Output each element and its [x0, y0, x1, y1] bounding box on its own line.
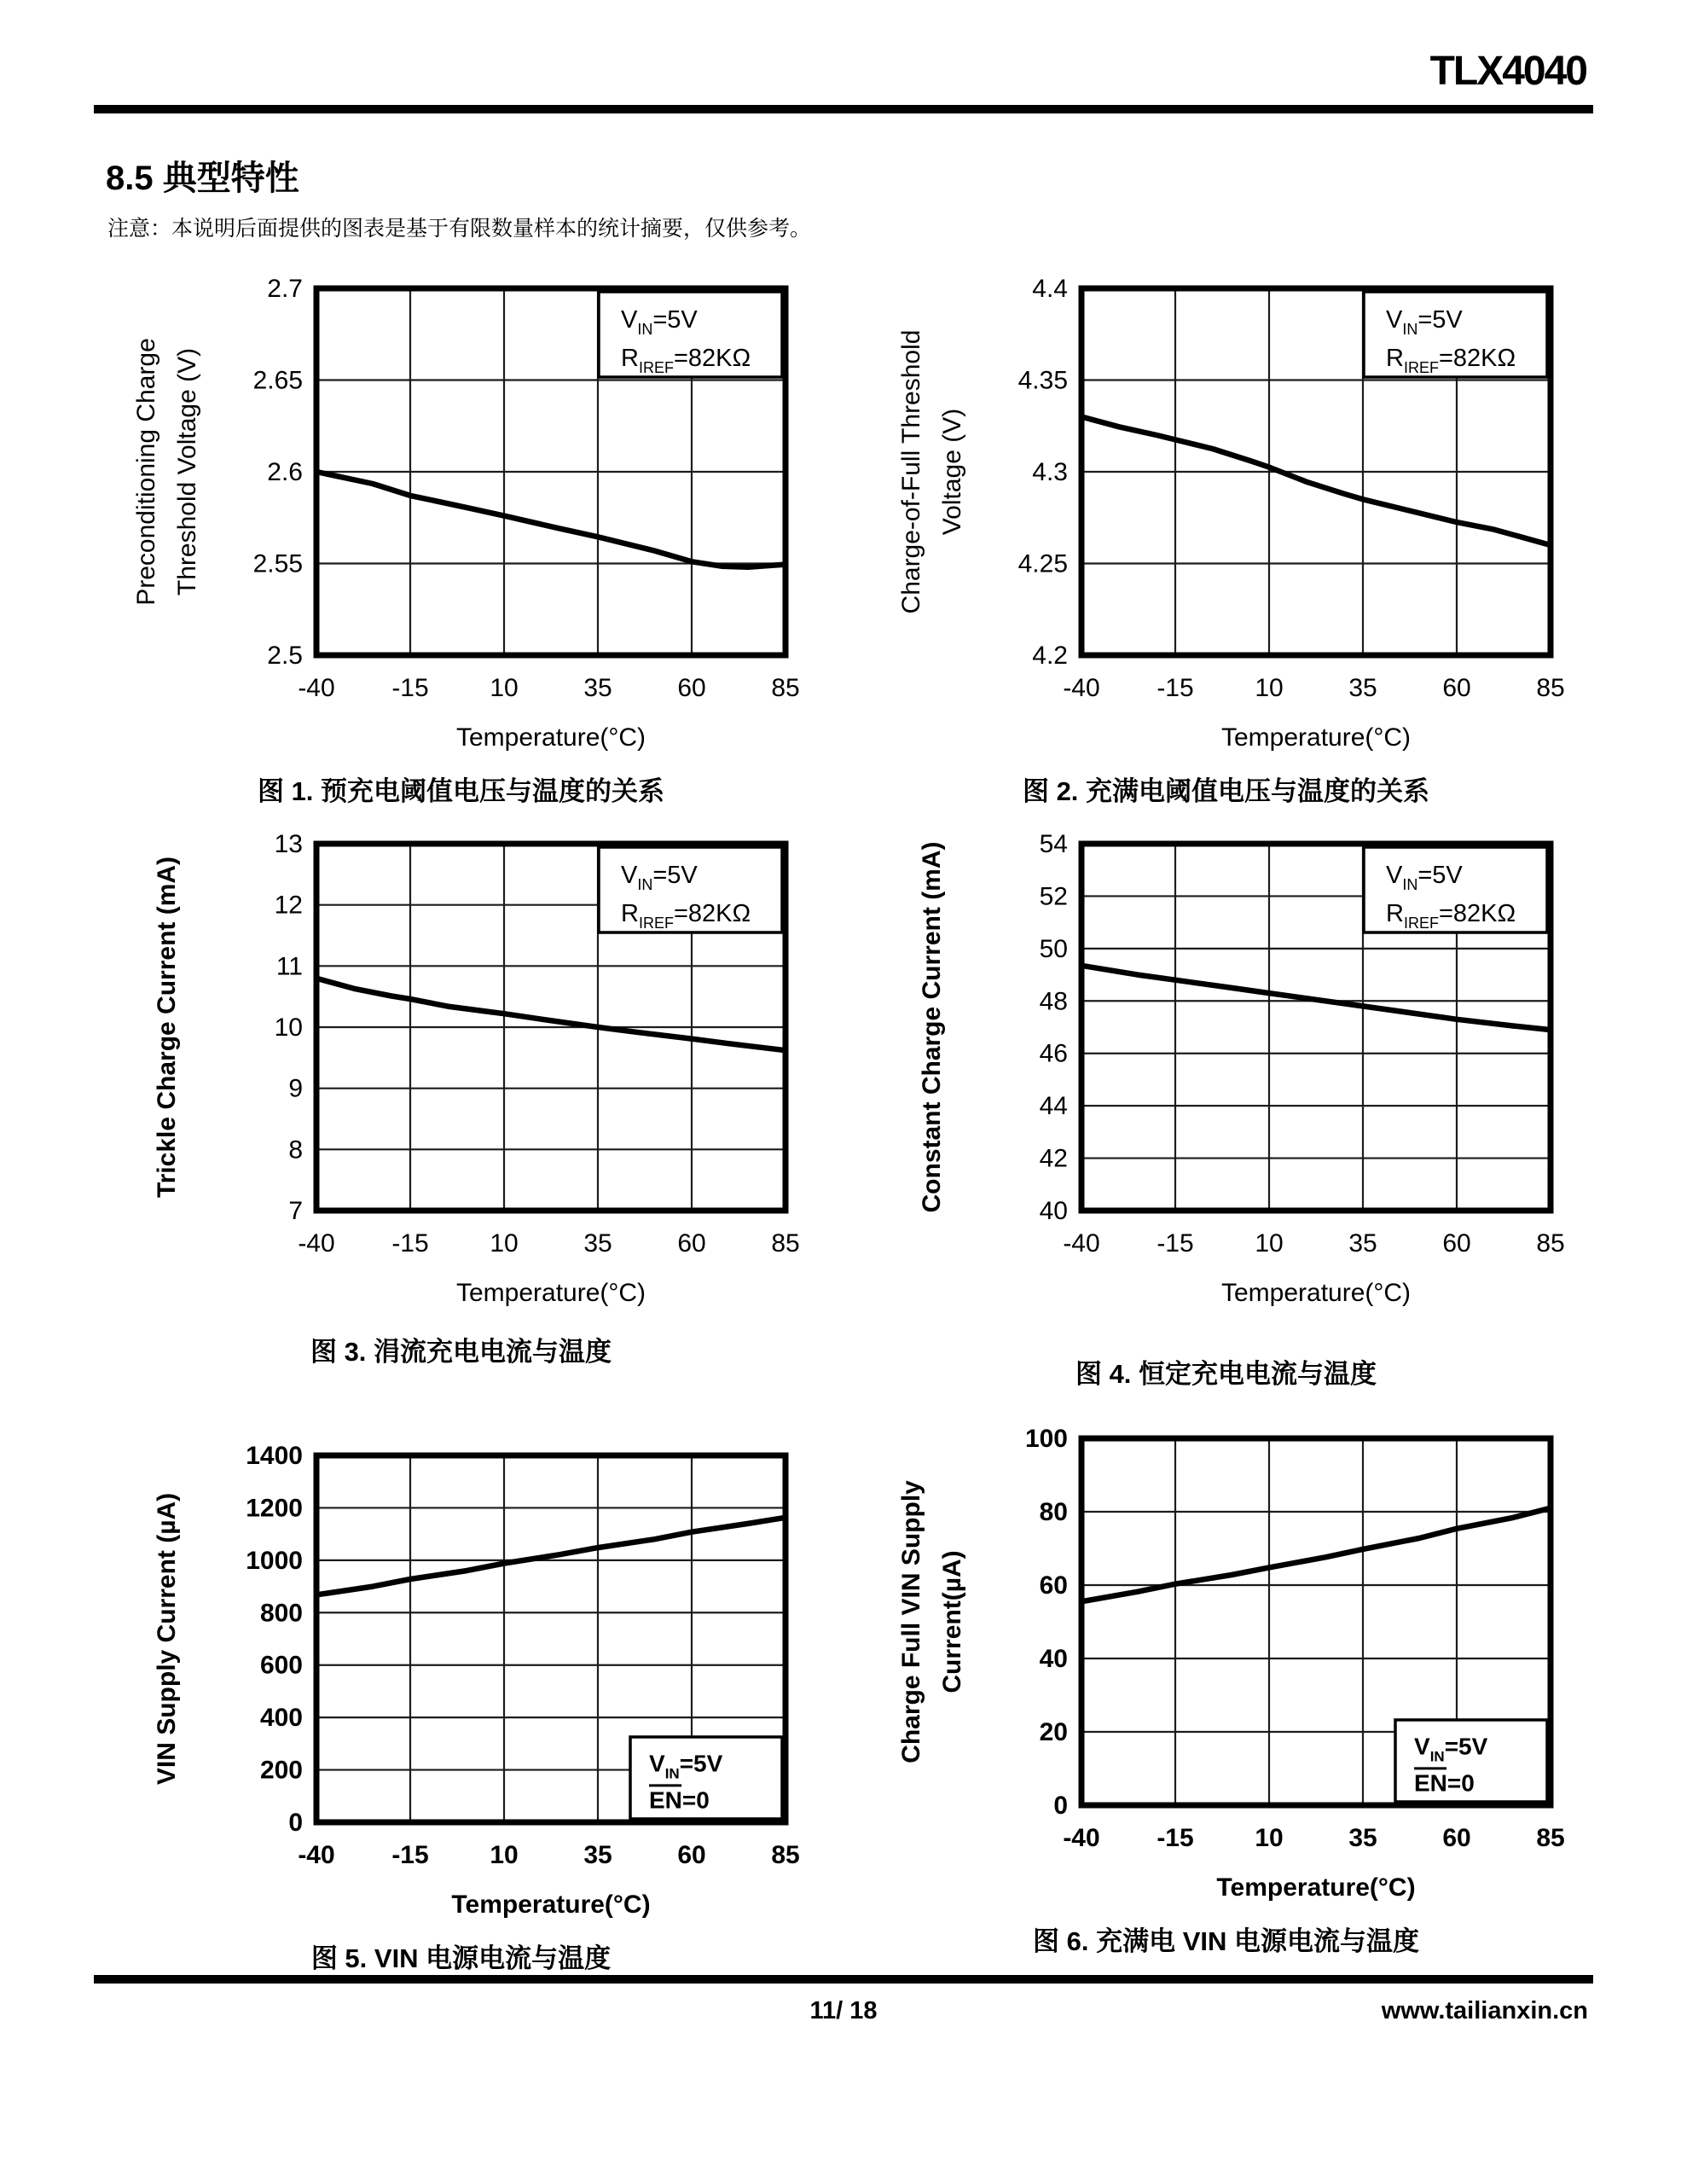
annotation-text: $V_{IN}=5V$ — [620, 862, 698, 893]
y-axis-label: Charge-of-Full Threshold — [896, 329, 925, 614]
x-tick-label: 35 — [583, 1841, 612, 1869]
y-tick-label: 4.25 — [1017, 549, 1068, 578]
annotation-text: $R_{IREF}=82K\Omega$ — [1385, 900, 1516, 932]
x-axis-label: Temperature(°C) — [1215, 1873, 1416, 1902]
x-tick-label: -15 — [391, 1841, 429, 1869]
y-tick-label: 2.7 — [266, 275, 303, 303]
x-tick-label: -15 — [391, 1229, 429, 1258]
x-tick-label: -40 — [297, 1841, 335, 1869]
x-tick-label: -15 — [1156, 1229, 1194, 1258]
fig1-chart — [120, 268, 803, 756]
x-axis-label: Temperature(°C) — [455, 723, 646, 752]
y-axis-label: Threshold Voltage (V) — [172, 347, 201, 596]
x-tick-label: 35 — [583, 674, 612, 702]
annotation-text: $R_{IREF}=82K\Omega$ — [620, 900, 751, 932]
data-curve — [1081, 417, 1551, 546]
data-curve — [316, 979, 786, 1051]
y-tick-label: 13 — [274, 830, 303, 858]
page-number: 11/ 18 — [809, 1997, 878, 2024]
website-url: www.tailianxin.cn — [1381, 1997, 1588, 2024]
y-axis-label: Charge Full VIN Supply — [896, 1480, 925, 1763]
y-tick-label: 100 — [1024, 1425, 1068, 1453]
figure-2 — [859, 268, 1593, 808]
y-tick-label: 0 — [287, 1809, 303, 1837]
x-tick-label: 85 — [1535, 1824, 1565, 1852]
y-tick-label: 52 — [1039, 882, 1068, 911]
y-tick-label: 60 — [1039, 1571, 1068, 1600]
y-tick-label: 0 — [1052, 1792, 1068, 1820]
figure-6 — [859, 1418, 1593, 1975]
y-axis-label: Voltage (V) — [937, 408, 966, 536]
data-curve — [316, 472, 786, 567]
x-tick-label: -40 — [297, 674, 335, 702]
x-tick-label: 60 — [676, 1229, 706, 1258]
x-axis-label: Temperature(°C) — [1220, 723, 1411, 752]
y-tick-label: 50 — [1039, 934, 1068, 963]
x-tick-label: -40 — [1062, 674, 1100, 702]
y-tick-label: 2.55 — [252, 549, 303, 578]
x-tick-label: 10 — [489, 1229, 519, 1258]
y-tick-label: 54 — [1039, 830, 1068, 858]
x-tick-label: 35 — [1348, 674, 1377, 702]
x-tick-label: 35 — [583, 1229, 612, 1258]
figure-3 — [94, 823, 828, 1391]
x-tick-label: -40 — [1062, 1229, 1100, 1258]
figure-3-caption: 图 3. 涓流充电电流与温度 — [310, 1337, 612, 1367]
x-tick-label: 10 — [1254, 1824, 1284, 1852]
data-curve — [316, 1518, 786, 1595]
y-tick-label: 44 — [1039, 1092, 1068, 1121]
y-tick-label: 40 — [1039, 1645, 1068, 1673]
data-curve — [1081, 1508, 1551, 1602]
x-tick-label: 60 — [1441, 674, 1471, 702]
y-tick-label: 46 — [1039, 1039, 1068, 1068]
x-tick-label: -15 — [391, 674, 429, 702]
y-axis-label: Constant Charge Current (mA) — [917, 841, 946, 1213]
x-tick-label: 85 — [1535, 1229, 1565, 1258]
x-axis-label: Temperature(°C) — [1220, 1279, 1411, 1307]
x-tick-label: 60 — [1441, 1229, 1471, 1258]
y-tick-label: 200 — [259, 1756, 303, 1785]
fig2-chart — [885, 268, 1568, 756]
x-tick-label: 60 — [676, 1841, 706, 1869]
y-tick-label: 12 — [274, 891, 303, 920]
x-tick-label: 60 — [676, 674, 706, 702]
annotation-text: EN=0 — [648, 1786, 710, 1814]
x-tick-label: -40 — [297, 1229, 335, 1258]
y-tick-label: 2.65 — [252, 366, 303, 395]
y-tick-label: 9 — [287, 1074, 303, 1103]
figure-6-caption: 图 6. 充满电 VIN 电源电流与温度 — [1033, 1926, 1419, 1956]
x-tick-label: 10 — [1254, 1229, 1284, 1258]
annotation-text: $R_{IREF}=82K\Omega$ — [1385, 345, 1516, 376]
y-tick-label: 10 — [274, 1014, 303, 1042]
x-tick-label: 85 — [770, 1841, 800, 1869]
x-tick-label: 10 — [489, 674, 519, 702]
section-note: 注意：本说明后面提供的图表是基于有限数量样本的统计摘要，仅供参考。 — [107, 217, 812, 241]
fig6-chart — [885, 1418, 1568, 1906]
y-tick-label: 1200 — [245, 1494, 303, 1523]
y-tick-label: 7 — [287, 1197, 303, 1225]
y-tick-label: 1400 — [245, 1442, 303, 1470]
annotation-text: $V_{IN}=5V$ — [620, 306, 698, 338]
x-tick-label: 85 — [770, 1229, 800, 1258]
y-tick-label: 2.5 — [266, 642, 303, 670]
page-footer — [94, 1975, 1593, 2031]
x-tick-label: 35 — [1348, 1824, 1377, 1852]
y-tick-label: 4.2 — [1031, 642, 1068, 670]
annotation-text: EN=0 — [1413, 1769, 1475, 1797]
charts-grid — [94, 268, 1593, 1975]
x-tick-label: 60 — [1441, 1824, 1471, 1852]
fig3-chart — [120, 823, 803, 1311]
fig5-chart — [120, 1435, 803, 1923]
x-axis-label: Temperature(°C) — [455, 1279, 646, 1307]
y-axis-label: Preconditioning Charge — [131, 338, 160, 606]
y-tick-label: 600 — [259, 1651, 303, 1680]
x-tick-label: -15 — [1156, 1824, 1194, 1852]
figure-4-caption: 图 4. 恒定充电电流与温度 — [1075, 1359, 1377, 1389]
x-tick-label: -40 — [1062, 1824, 1100, 1852]
annotation-text: $V_{IN}=5V$ — [648, 1750, 722, 1782]
y-tick-label: 2.6 — [266, 458, 303, 486]
figure-2-caption: 图 2. 充满电阈值电压与温度的关系 — [1022, 776, 1430, 806]
y-tick-label: 11 — [275, 952, 303, 981]
x-tick-label: -15 — [1156, 674, 1194, 702]
y-tick-label: 80 — [1039, 1498, 1068, 1526]
annotation-text: $V_{IN}=5V$ — [1413, 1733, 1487, 1765]
part-number: TLX4040 — [1429, 49, 1586, 94]
y-tick-label: 4.35 — [1017, 366, 1068, 395]
figure-1-caption: 图 1. 预充电阈值电压与温度的关系 — [257, 776, 665, 806]
y-tick-label: 48 — [1039, 987, 1068, 1016]
header-rule — [94, 105, 1593, 113]
figure-5-caption: 图 5. VIN 电源电流与温度 — [310, 1943, 612, 1973]
figure-5 — [94, 1435, 828, 1975]
y-tick-label: 4.4 — [1031, 275, 1068, 303]
x-axis-label: Temperature(°C) — [450, 1891, 651, 1919]
y-tick-label: 4.3 — [1031, 458, 1068, 486]
section-title: 8.5 典型特性 — [106, 160, 299, 197]
annotation-text: $V_{IN}=5V$ — [1385, 306, 1463, 338]
x-tick-label: 35 — [1348, 1229, 1377, 1258]
footer-row — [94, 1997, 1593, 2031]
annotation-text: $V_{IN}=5V$ — [1385, 862, 1463, 893]
footer-rule — [94, 1975, 1593, 1984]
figure-4 — [859, 823, 1593, 1391]
y-axis-label: VIN Supply Current (µA) — [152, 1492, 181, 1786]
x-tick-label: 85 — [1535, 674, 1565, 702]
figure-1 — [94, 268, 828, 808]
y-tick-label: 40 — [1039, 1197, 1068, 1225]
y-tick-label: 8 — [287, 1136, 303, 1165]
annotation-text: $R_{IREF}=82K\Omega$ — [620, 345, 751, 376]
fig4-chart — [885, 823, 1568, 1311]
data-curve — [1081, 966, 1551, 1030]
y-tick-label: 20 — [1039, 1718, 1068, 1746]
y-tick-label: 800 — [259, 1599, 303, 1628]
y-tick-label: 42 — [1039, 1144, 1068, 1173]
x-tick-label: 10 — [489, 1841, 519, 1869]
x-tick-label: 85 — [770, 674, 800, 702]
x-tick-label: 10 — [1254, 674, 1284, 702]
y-axis-label: Current(µA) — [937, 1550, 966, 1693]
y-axis-label: Trickle Charge Current (mA) — [152, 856, 181, 1199]
y-tick-label: 1000 — [245, 1546, 303, 1575]
y-tick-label: 400 — [259, 1704, 303, 1733]
